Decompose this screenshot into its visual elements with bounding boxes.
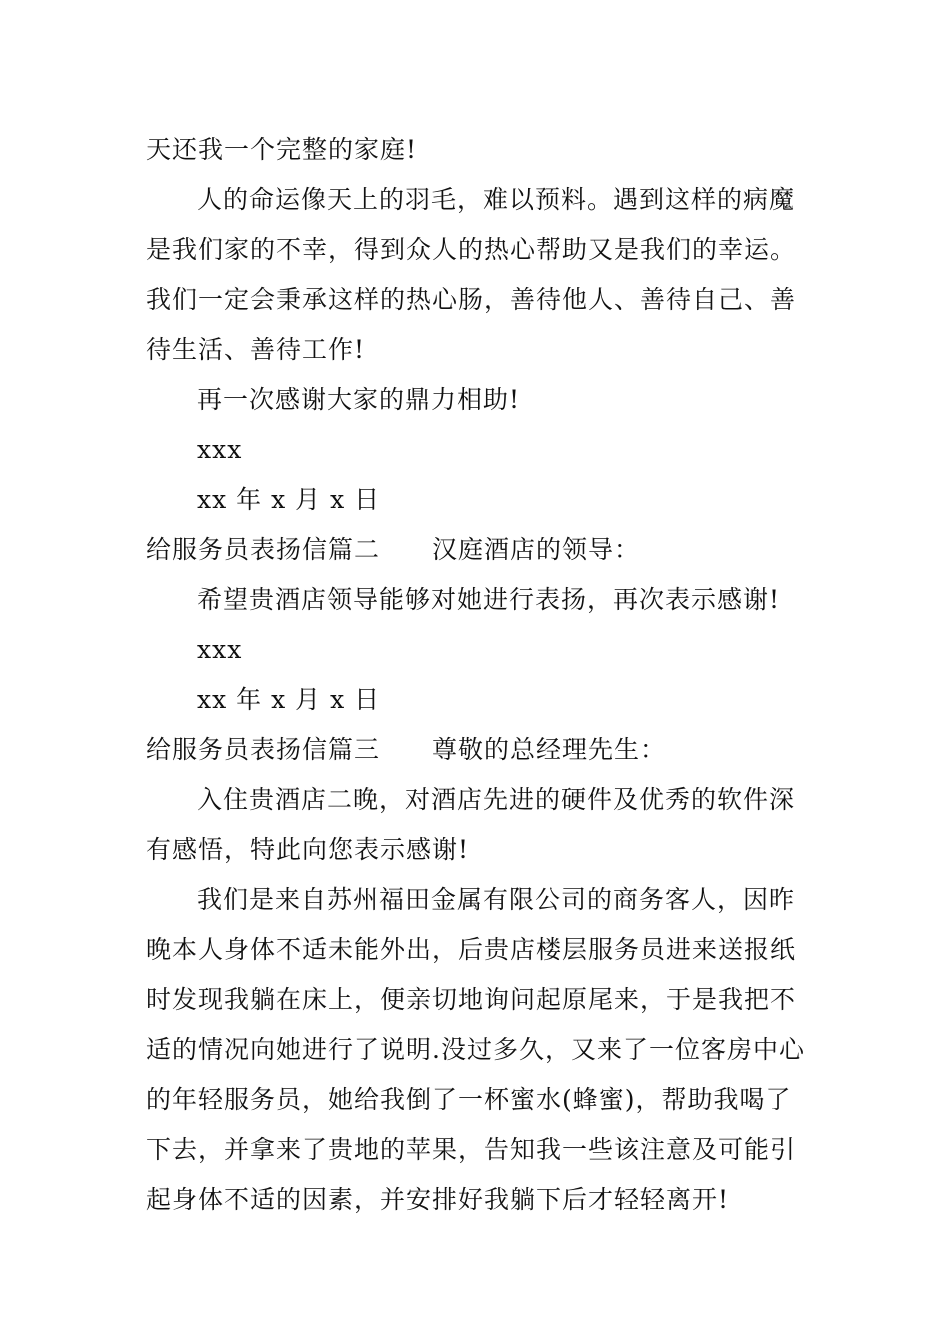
- text-line: 待生活、善待工作!: [146, 335, 366, 364]
- text-line: 晚本人身体不适未能外出，后贵店楼层服务员进来送报纸: [146, 935, 797, 964]
- signature: xxx: [197, 435, 243, 464]
- section-title: 给服务员表扬信篇二: [146, 535, 381, 564]
- date-line: xx 年 x 月 x 日: [197, 485, 381, 514]
- section-heading-3: [146, 735, 666, 765]
- text-line: 起身体不适的因素，并安排好我躺下后才轻轻离开!: [146, 1185, 730, 1214]
- paragraph-start: 人的命运像天上的羽毛，难以预料。遇到这样的病魔: [197, 185, 796, 214]
- salutation: 尊敬的总经理先生：: [432, 735, 667, 764]
- text-line: 是我们家的不幸，得到众人的热心帮助又是我们的幸运。: [146, 235, 797, 264]
- text-line: 有感悟，特此向您表示感谢!: [146, 835, 470, 864]
- section-title: 给服务员表扬信篇三: [146, 735, 381, 764]
- signature: xxx: [197, 635, 243, 664]
- text-line: 天还我一个完整的家庭!: [146, 135, 418, 164]
- text-line: 的年轻服务员，她给我倒了一杯蜜水(蜂蜜)，帮助我喝了: [146, 1085, 792, 1114]
- section-heading-2: [146, 535, 640, 565]
- date-line: xx 年 x 月 x 日: [197, 685, 381, 714]
- text-line: 时发现我躺在床上，便亲切地询问起原尾来，于是我把不: [146, 985, 797, 1014]
- paragraph-start: 入住贵酒店二晚，对酒店先进的硬件及优秀的软件深: [197, 785, 796, 814]
- text-line: 适的情况向她进行了说明.没过多久，又来了一位客房中心: [146, 1035, 805, 1064]
- text-line: 下去，并拿来了贵地的苹果，告知我一些该注意及可能引: [146, 1135, 797, 1164]
- text-line: 我们一定会秉承这样的热心肠，善待他人、善待自己、善: [146, 285, 797, 314]
- paragraph-start: 我们是来自苏州福田金属有限公司的商务客人，因昨: [197, 885, 796, 914]
- thanks-line: 再一次感谢大家的鼎力相助!: [197, 385, 521, 414]
- salutation: 汉庭酒店的领导：: [432, 535, 641, 564]
- paragraph-start: 希望贵酒店领导能够对她进行表扬，再次表示感谢!: [197, 585, 781, 614]
